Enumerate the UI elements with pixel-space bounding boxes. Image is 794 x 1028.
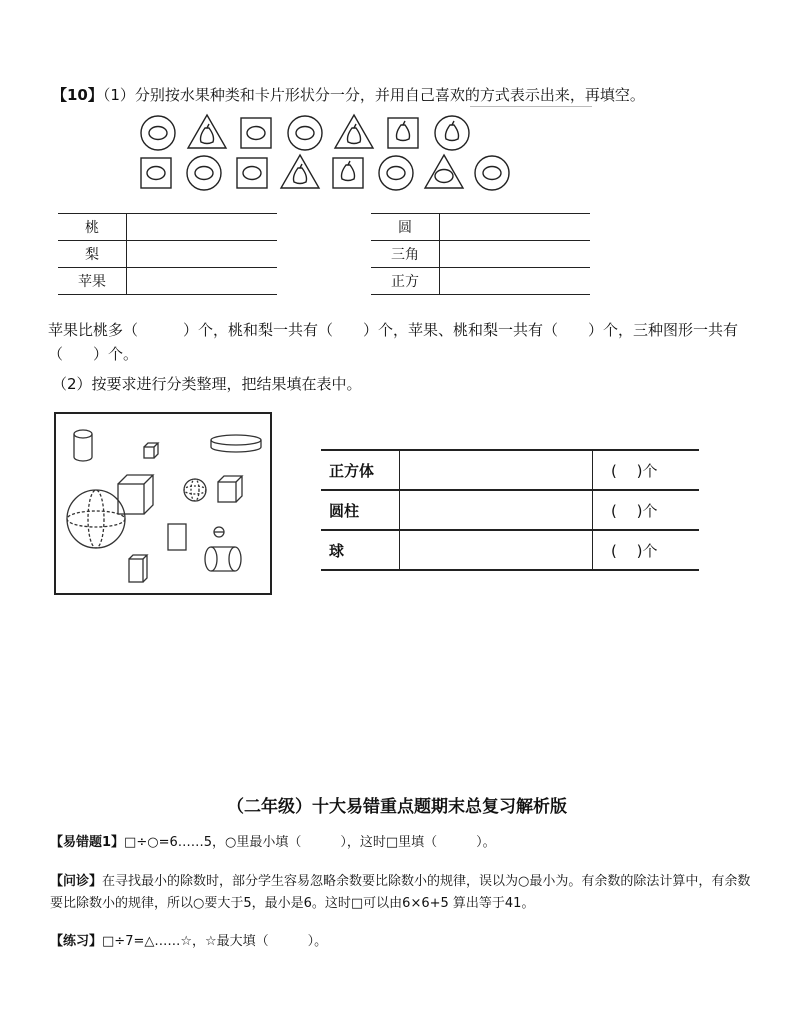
cylinder-icon [211, 435, 261, 452]
fruit-answer-cell[interactable] [127, 241, 278, 268]
fill-in-blanks: 苹果比桃多（ ）个，桃和梨一共有（ ）个，苹果、桃和梨一共有（ ）个，三种图形一共有（ ）个。 [48, 321, 739, 363]
question-number: 【10】 [52, 86, 103, 104]
practice-tag: 【练习】 [50, 934, 103, 949]
shape-answer-cell[interactable] [440, 214, 591, 241]
shape-row-label: 正方 [371, 268, 440, 295]
shape-answer-cell[interactable] [440, 241, 591, 268]
shape-table [371, 213, 590, 295]
diagnosis [50, 871, 760, 915]
cuboid-icon [168, 524, 186, 550]
shape-answer-cell[interactable] [440, 268, 591, 295]
circle-apple-card [141, 116, 175, 150]
part2-prompt: （2）按要求进行分类整理，把结果填在表中。 [52, 375, 362, 393]
solid-row-label: 圆柱 [321, 490, 400, 530]
circle-pear-card [435, 116, 469, 150]
solid-answer-cell[interactable] [400, 450, 593, 490]
shape-row-label: 三角 [371, 241, 440, 268]
triangle-pear-card [335, 115, 373, 148]
divider [470, 106, 592, 107]
section-title: （二年级）十大易错重点题期末总复习解析版 [227, 797, 567, 817]
fruit-cards [136, 113, 526, 193]
square-apple-card [141, 158, 171, 188]
part1-prompt: （1）分别按水果种类和卡片形状分一分，并用自己喜欢的方式表示出来，再填空。 [102, 86, 645, 104]
cube-icon [218, 476, 242, 502]
solid-row-label: 球 [321, 530, 400, 570]
fruit-table [58, 213, 277, 295]
shape-row-label: 圆 [371, 214, 440, 241]
triangle-pear-card [188, 115, 226, 148]
square-pear-card [388, 118, 418, 148]
cube-icon [144, 443, 158, 458]
fruit-answer-cell[interactable] [127, 214, 278, 241]
solids-picture [54, 412, 272, 595]
circle-apple-card [379, 156, 413, 190]
solid-count[interactable]: ( )个 [593, 530, 700, 570]
triangle-pear-card [281, 155, 319, 188]
practice [50, 930, 327, 949]
problem-tag: 【易错题1】 [50, 835, 125, 850]
cube-icon [129, 555, 147, 582]
cylinder-icon [74, 430, 92, 461]
question-10-prompt [52, 84, 645, 105]
problem-text: □÷○=6……5，○里最小填（ ），这时□里填（ ）。 [124, 835, 496, 850]
triangle-apple-card [425, 155, 463, 188]
fruit-answer-cell[interactable] [127, 268, 278, 295]
solids-table [321, 449, 699, 571]
diagnosis-text: 在寻找最小的除数时，部分学生容易忽略余数要比除数小的规律，误以为○最小为。有余数的除法计算中，有余数要比除数小的规律，所以○要大于5，最小是6。这时□可以由6×6+5 算出等于41。 [50, 874, 751, 911]
sphere-icon [184, 479, 206, 501]
fruit-row-label: 苹果 [58, 268, 127, 295]
practice-text: □÷7=△……☆，☆最大填（ ）。 [102, 934, 328, 949]
sphere-icon [214, 527, 224, 537]
fruit-row-label: 梨 [58, 241, 127, 268]
problem-1 [50, 831, 496, 850]
diagnosis-tag: 【问诊】 [50, 874, 103, 889]
circle-apple-card [187, 156, 221, 190]
circle-apple-card [288, 116, 322, 150]
solids-drawing [56, 414, 270, 593]
solid-count[interactable]: ( )个 [593, 450, 700, 490]
square-pear-card [333, 158, 363, 188]
solid-answer-cell[interactable] [400, 530, 593, 570]
sphere-icon [67, 490, 125, 548]
cylinder-icon [205, 547, 241, 571]
solid-answer-cell[interactable] [400, 490, 593, 530]
square-apple-card [237, 158, 267, 188]
solid-row-label: 正方体 [321, 450, 400, 490]
solid-count[interactable]: ( )个 [593, 490, 700, 530]
square-apple-card [241, 118, 271, 148]
fruit-row-label: 桃 [58, 214, 127, 241]
circle-apple-card [475, 156, 509, 190]
